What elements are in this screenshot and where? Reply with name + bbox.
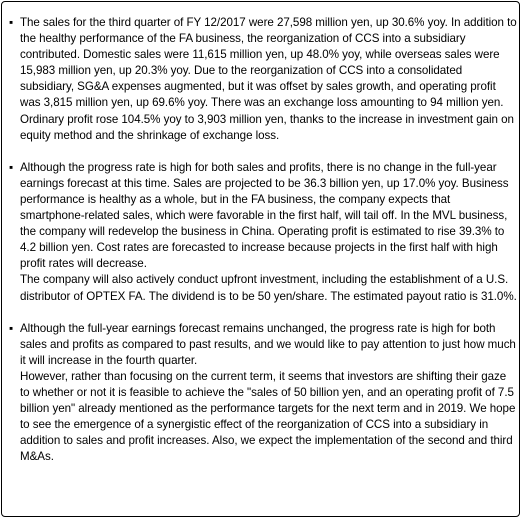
- paragraph-dividend: The company will also actively conduct upfront investment, including the establishment of a U.S. distributor of OPTEX FA. The dividend is to be 50 yen/share. The estimated payout ratio is 31.0%.: [20, 273, 517, 303]
- paragraph-outlook: Although the full-year earnings forecast remains unchanged, the progress rate is high for both sales and profits as compared to past results, and we would like to pay attention to just how much it will increase in the fourth quarter.: [20, 321, 516, 367]
- bullet-marker: ▪: [9, 16, 14, 29]
- paragraph-forecast: Although the progress rate is high for both sales and profits, there is no change in the full-year earnings forecast at this time. Sales are projected to be 36.3 billion yen, up 17.0% yoy. Business performance is healthy as a whole, but in the FA business, the company expects that smartphone-related sales, which were favorable in the first half, will tail off. In the MVL business, the company will redevelop the business in China. Operating profit is estimated to rise 39.3% to 4.2 billion yen. Cost rates are forecasted to increase because projects in the first half with high profit rates will decrease.: [20, 160, 509, 271]
- bullet-block-outlook: [9, 321, 517, 466]
- paragraph-targets: However, rather than focusing on the current term, it seems that investors are shifting their gaze to whether or not it is feasible to achieve the "sales of 50 billion yen, and an operating profit of 7.5 billion yen" already mentioned as the performance targets for the next term and in 2019. We hope to see the emergence of a synergistic effect of the reorganization of CCS into a subsidiary in addition to sales and profit increases. Also, we expect the implementation of the second and third M&As.: [20, 369, 516, 464]
- document-frame: [1, 1, 520, 517]
- bullet-marker: ▪: [9, 160, 14, 174]
- bullet-block-forecast: [9, 160, 517, 305]
- document-body: [9, 15, 517, 465]
- bullet-block-q3-results: [9, 15, 517, 144]
- bullet-marker: ▪: [9, 321, 14, 335]
- paragraph-q3-results: The sales for the third quarter of FY 12/2017 were 27,598 million yen, up 30.6% yoy. In addition to the healthy performance of the FA business, the reorganization of CCS into a subsidiary contributed. Domestic sales were 11,615 million yen, up 48.0% yoy, while overseas sales were 15,983 million yen, up 20.3% yoy. Due to the reorganization of CCS into a consolidated subsidiary, SG&A expenses augmented, but it was offset by sales growth, and operating profit was 3,815 million yen, up 69.6% yoy. There was an exchange loss amounting to 94 million yen. Ordinary profit rose 104.5% yoy to 3,903 million yen, thanks to the increase in investment gain on equity method and the shrinkage of exchange loss.: [20, 16, 517, 142]
